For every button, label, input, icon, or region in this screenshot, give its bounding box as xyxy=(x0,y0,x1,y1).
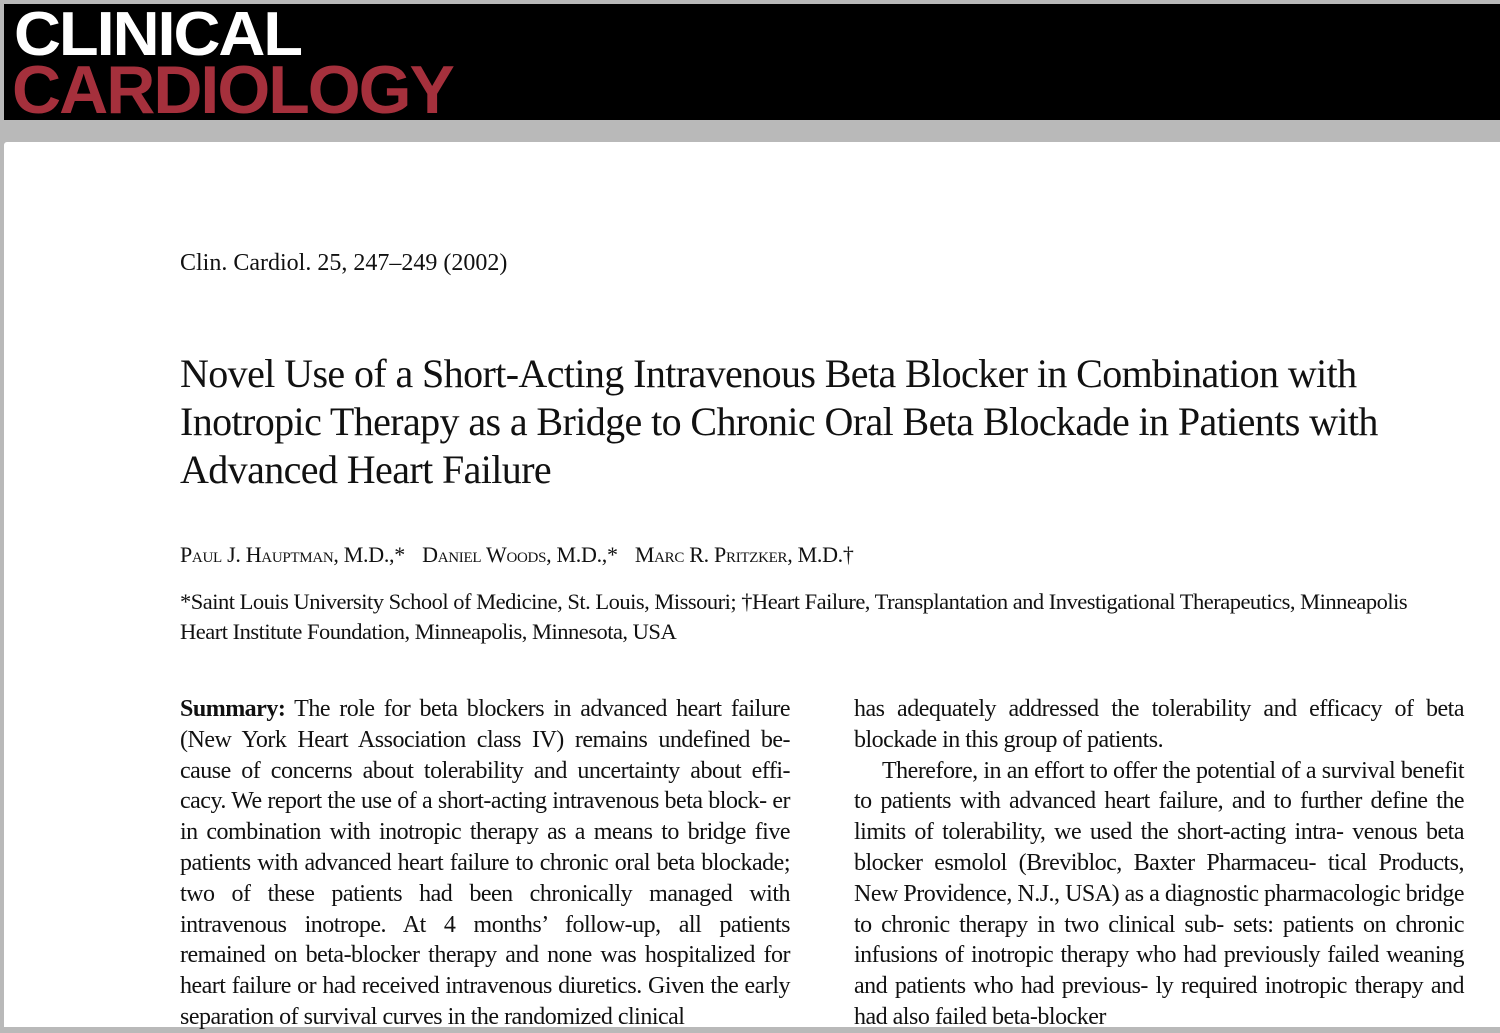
body-paragraph: has adequately addressed the tolerability and efficacy of beta blockade in this group of patients. xyxy=(854,696,1464,753)
journal-logo-line2: CARDIOLOGY xyxy=(12,52,453,128)
summary-paragraph xyxy=(180,694,790,1033)
author: Paul J. Hauptman, M.D.,* xyxy=(180,542,405,567)
summary-label: Summary: xyxy=(180,696,286,722)
author: Marc R. Pritzker, M.D.† xyxy=(634,542,854,567)
left-column xyxy=(180,694,790,1033)
author: Daniel Woods, M.D.,* xyxy=(422,542,618,567)
journal-logo-line1: CLINICAL xyxy=(14,0,301,69)
article-page xyxy=(4,142,1500,1030)
author-list xyxy=(180,542,866,568)
citation: Clin. Cardiol. 25, 247–249 (2002) xyxy=(180,250,508,276)
body-paragraph: Therefore, in an effort to offer the potential of a survival benefit to patients with advanced heart failure, and to further define the limits of tolerability, we used the short-acting intra- venous beta blocker esmolol (Brevibloc, Baxter Pharmaceu- tical Products, New Providence, N.J., USA) as a diagnostic pharmacologic bridge to chronic therapy in two clinical sub- sets: patients on chronic infusions of inotropic therapy who had previously failed weaning and patients who had previous- ly required inotropic therapy and had also failed beta-blocker xyxy=(854,757,1464,1030)
right-column xyxy=(854,694,1464,1033)
affiliations: *Saint Louis University School of Medicine, St. Louis, Missouri; †Heart Failure, Transplantation and Investigational Therapeutics, Minneapolis Heart Institute Foundation, Minneapolis, Minnesota, USA xyxy=(180,589,1408,644)
article-title: Novel Use of a Short-Acting Intravenous Beta Blocker in Combination with Inotropic Therapy as a Bridge to Chronic Oral Beta Blockade in Patients with Advanced Heart Failure xyxy=(180,351,1378,492)
summary-text: The role for beta blockers in advanced heart failure (New York Heart Association class IV) remains undefined be- cause of concerns about tolerability and uncertainty about effi- cacy. We report the use of a short-acting intravenous beta block- er in combination with inotropic therapy as a means to bridge five patients with advanced heart failure to chronic oral beta blockade; two of these patients had been chronically managed with intravenous inotrope. At 4 months’ follow-up, all patients remained on beta-blocker therapy and none was hospitalized for heart failure or had received intravenous diuretics. Given the early separation of survival curves in the randomized clinical xyxy=(180,696,790,1030)
journal-masthead xyxy=(4,0,1500,128)
